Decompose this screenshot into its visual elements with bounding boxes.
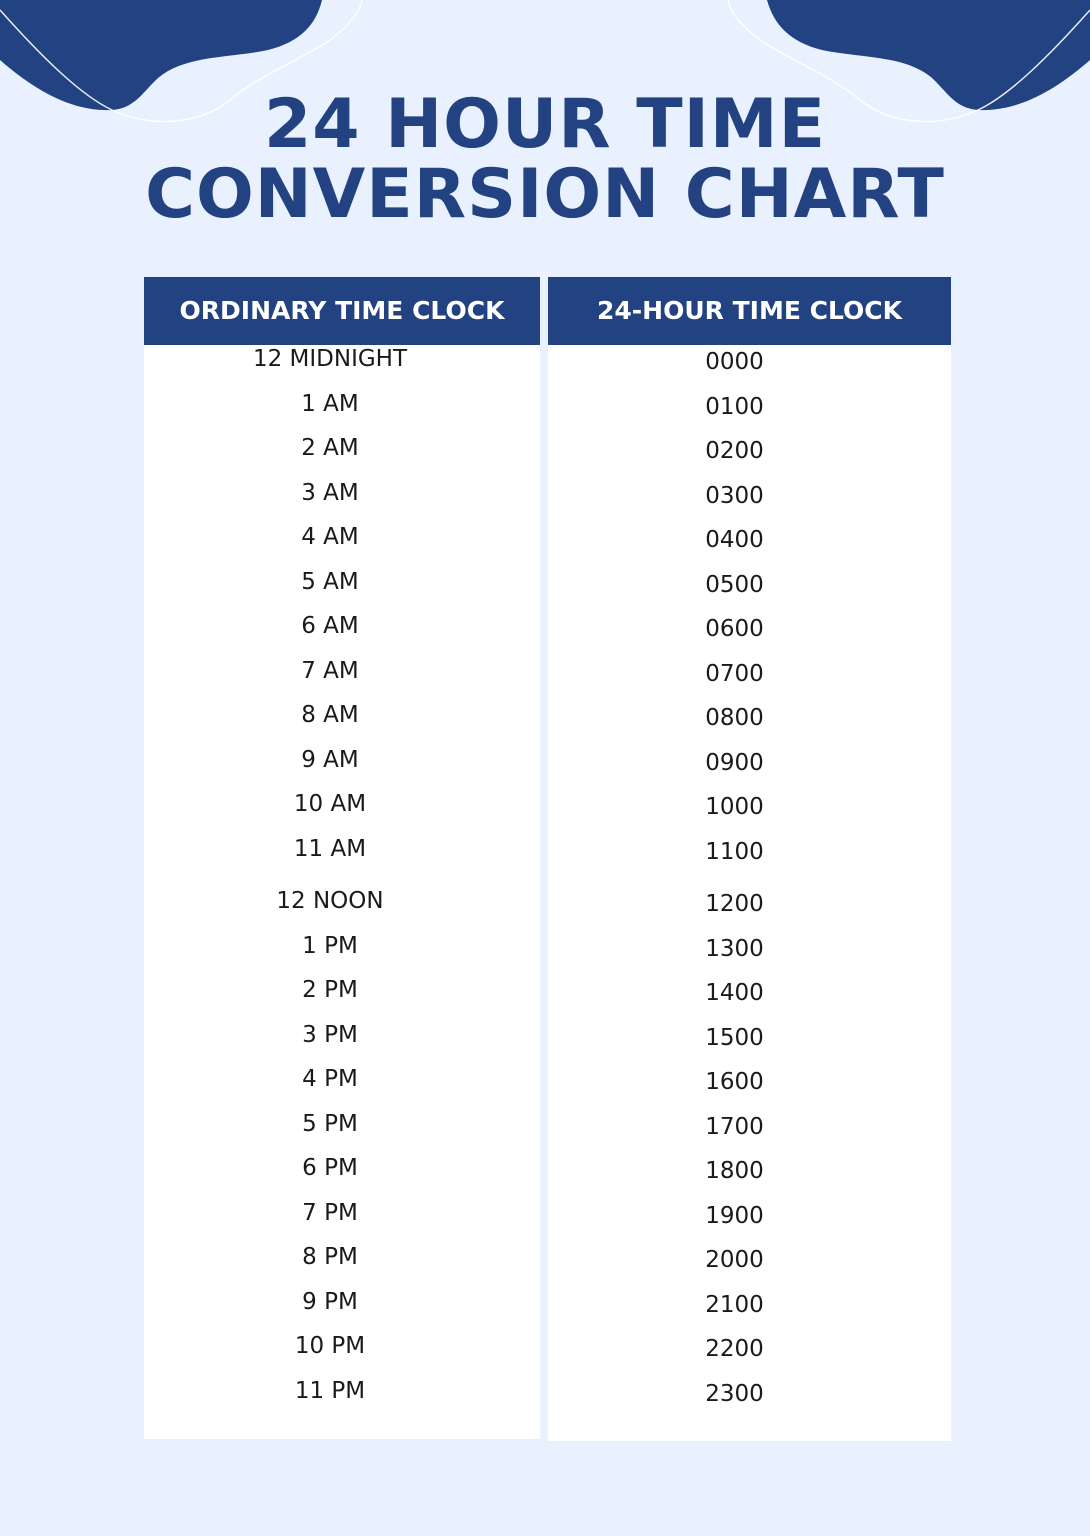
- 24-hour-time-cell: 0100: [705, 393, 764, 420]
- ordinary-time-cell: 3 PM: [302, 1021, 358, 1048]
- 24-hour-time-cell: 0800: [705, 705, 764, 731]
- ordinary-time-cell: 4 PM: [302, 1066, 358, 1092]
- ordinary-time-cell: 5 PM: [302, 1110, 358, 1137]
- ordinary-time-cell: 2 AM: [301, 435, 359, 461]
- ordinary-time-cell: 10 AM: [293, 791, 367, 817]
- ordinary-time-cell: 7 PM: [302, 1199, 358, 1226]
- ordinary-time-cell: 5 AM: [301, 568, 359, 595]
- 24-hour-time-cell: 0400: [705, 527, 764, 553]
- ordinary-time-cell: 12 NOON: [276, 888, 384, 914]
- 24-hour-time-cell: 1500: [705, 1024, 764, 1051]
- 24-hour-time-cell: 1900: [705, 1202, 764, 1229]
- ordinary-time-cell: 1 PM: [302, 932, 358, 959]
- ordinary-time-cell: 2 PM: [302, 977, 358, 1003]
- 24-hour-time-cell: 0900: [705, 749, 764, 776]
- 24-hour-time-cell: 1300: [705, 935, 764, 962]
- ordinary-time-cell: 12 MIDNIGHT: [252, 346, 408, 372]
- 24-hour-time-cell: 1200: [705, 891, 764, 917]
- ordinary-time-cell: 11 AM: [293, 835, 367, 862]
- ordinary-time-cell: 9 AM: [301, 746, 359, 773]
- 24-hour-time-cell: 2300: [705, 1380, 764, 1407]
- 24-hour-time-cell: 1100: [705, 838, 764, 865]
- column-header-ordinary: ORDINARY TIME CLOCK: [144, 277, 540, 345]
- 24-hour-time-cell: 2200: [705, 1336, 764, 1362]
- page-title-line-1: 24 HOUR TIME: [263, 85, 827, 164]
- 24-hour-time-cell: 1600: [705, 1069, 764, 1095]
- 24-hour-time-cell: 1800: [705, 1158, 764, 1184]
- 24-hour-time-cell: 2100: [705, 1291, 764, 1318]
- ordinary-time-cell: 6 AM: [301, 613, 359, 639]
- 24-hour-time-cell: 0000: [705, 349, 764, 375]
- ordinary-time-cell: 8 PM: [302, 1244, 358, 1270]
- ordinary-time-cell: 8 AM: [301, 702, 359, 728]
- 24-hour-time-cell: 0700: [705, 660, 764, 687]
- 24-hour-time-cell: 1400: [705, 980, 764, 1006]
- 24-hour-time-cell: 0300: [705, 482, 764, 509]
- 24-hour-time-cell: 2000: [705, 1247, 764, 1273]
- 24-hour-time-cell: 0600: [705, 616, 764, 642]
- ordinary-time-column: [144, 277, 540, 1439]
- 24-hour-time-column: [548, 277, 951, 1441]
- ordinary-time-cell: 6 PM: [302, 1155, 358, 1181]
- ordinary-time-cell: 11 PM: [294, 1377, 366, 1404]
- ordinary-time-cell: 10 PM: [294, 1333, 366, 1359]
- 24-hour-time-cell: 0200: [705, 438, 764, 464]
- ordinary-time-cell: 4 AM: [301, 524, 359, 550]
- ordinary-time-cell: 7 AM: [301, 657, 359, 684]
- ordinary-time-cell: 1 AM: [301, 390, 359, 417]
- ordinary-time-cell: 3 AM: [301, 479, 359, 506]
- page-title-line-2: CONVERSION CHART: [145, 155, 945, 234]
- 24-hour-time-cell: 1000: [705, 794, 764, 820]
- ordinary-time-cell: 9 PM: [302, 1288, 358, 1315]
- 24-hour-time-cell: 0500: [705, 571, 764, 598]
- 24-hour-time-cell: 1700: [705, 1113, 764, 1140]
- column-header-24-hour: 24-HOUR TIME CLOCK: [548, 277, 951, 345]
